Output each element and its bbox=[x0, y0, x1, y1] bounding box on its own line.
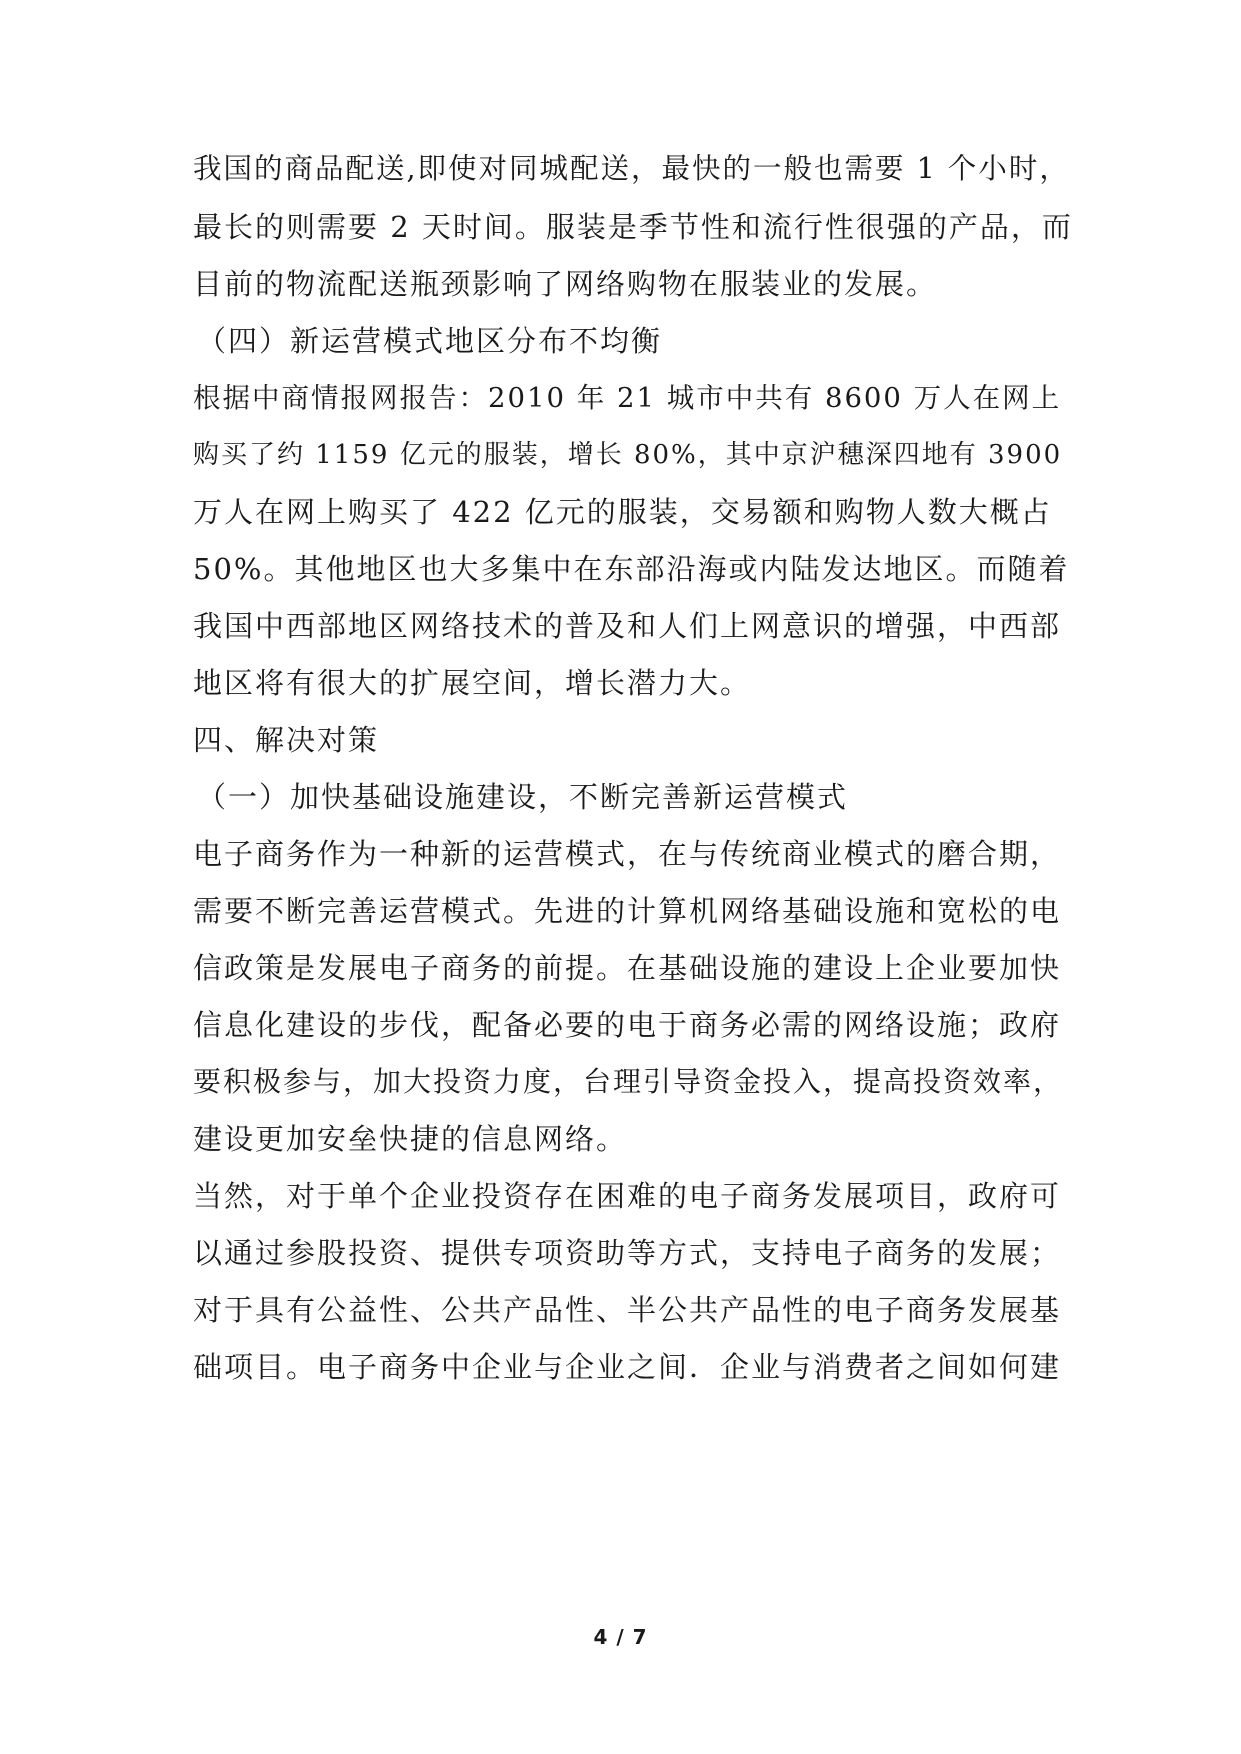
page-number: 4 / 7 bbox=[593, 1625, 648, 1649]
section-heading: （一）加快基础设施建设，不断完善新运营模式 bbox=[197, 780, 849, 814]
text-line: 信息化建设的步伐，配备必要的电于商务必需的网络设施；政府 bbox=[193, 1008, 1062, 1042]
text-line: 我国的商品配送,即使对同城配送，最快的一般也需要 1 个小时， bbox=[193, 152, 1070, 185]
text-line: 地区将有很大的扩展空间，增长潜力大。 bbox=[193, 666, 752, 700]
text-line: 对于具有公益性、公共产品性、半公共产品性的电子商务发展基 bbox=[193, 1293, 1062, 1327]
text-line: 建设更加安垒快捷的信息网络。 bbox=[193, 1122, 628, 1156]
text-line: 以通过参股投资、提供专项资助等方式，支持电子商务的发展； bbox=[193, 1236, 1062, 1270]
text-line: 目前的物流配送瓶颈影响了网络购物在服装业的发展。 bbox=[193, 267, 938, 301]
text-line: 要积极参与，加大投资力度，台理引导资金投入，提高投资效率， bbox=[193, 1065, 1064, 1098]
text-line: 电子商务作为一种新的运营模式，在与传统商业模式的磨合期， bbox=[193, 837, 1062, 871]
text-line: 础项目。电子商务中企业与企业之间．企业与消费者之间如何建 bbox=[193, 1350, 1062, 1384]
text-line: 需要不断完善运营模式。先进的计算机网络基础设施和宽松的电 bbox=[193, 894, 1062, 928]
chapter-heading: 四、解决对策 bbox=[193, 723, 380, 757]
text-line: 万人在网上购买了 422 亿元的服装，交易额和购物人数大概占 bbox=[193, 495, 1052, 529]
text-line: 购买了约 1159 亿元的服装，增长 80%，其中京沪穗深四地有 3900 bbox=[193, 440, 1063, 470]
text-line: 我国中西部地区网络技术的普及和人们上网意识的增强，中西部 bbox=[193, 609, 1062, 643]
section-heading: （四）新运营模式地区分布不均衡 bbox=[197, 324, 663, 358]
text-line: 50%。其他地区也大多集中在东部沿海或内陆发达地区。而随着 bbox=[193, 552, 1070, 586]
text-line: 最长的则需要 2 天时间。服装是季节性和流行性很强的产品，而 bbox=[193, 210, 1073, 244]
text-line: 根据中商情报网报告：2010 年 21 城市中共有 8600 万人在网上 bbox=[193, 382, 1062, 414]
text-line: 当然，对于单个企业投资存在困难的电子商务发展项目，政府可 bbox=[193, 1179, 1062, 1213]
text-line: 信政策是发展电子商务的前提。在基础设施的建设上企业要加快 bbox=[193, 951, 1062, 985]
